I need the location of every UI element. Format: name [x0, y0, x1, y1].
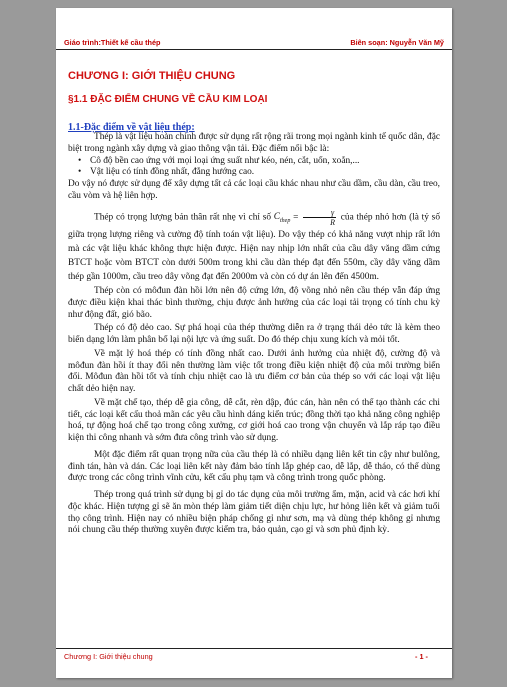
document-body — [68, 132, 440, 537]
subsection-title: 1.1-Đặc điểm về vật liệu thép: — [68, 122, 195, 133]
formula-denominator: R — [330, 217, 336, 227]
bullet-icon: • — [78, 167, 82, 178]
paragraph-connections: Một đặc điểm rất quan trọng nữa của cầu thép là có nhiều dạng liên kết tin cậy như bulông, đinh tán, hàn và dán. Các loại liên kết này đảm bảo tính lắp ghép cao, dễ lắp, dễ tháo, có thể dùng được trong các công trình vĩnh cửu, kết cấu phụ tạm và công trình trong quốc phòng. — [68, 449, 440, 484]
formula-equals: = — [290, 212, 302, 223]
bullet-item — [68, 156, 440, 168]
formula-subscript: thep — [280, 218, 291, 224]
page-header — [56, 35, 452, 50]
formula-c-thep — [274, 212, 291, 222]
bullet-icon: • — [78, 155, 82, 166]
bullet-text: Vật liệu có tính đồng nhất, đẳng hướng cao. — [90, 167, 255, 178]
paragraph-intro: Thép là vật liệu hoàn chỉnh được sử dụng rất rộng rãi trong mọi ngành kinh tế quốc dân, đặc biệt trong ngành xây dựng và giao thông vận tải. Đặc điểm nổi bậc là: — [68, 132, 440, 154]
paragraph-fabrication: Về mặt chế tạo, thép dễ gia công, dễ cắt, rèn dập, đúc cán, hàn nên có thể tạo thành các chi tiết, các loại kết cấu thoả mãn các yêu cầu hình dáng kiến trúc; đồng thời tạo khả năng công nghiệp hoá, tự động hoá chế tạo trong công xưởng, cơ giới hoá cao trong vận chuyển và lắp ráp tạo điều kiện thi công nhanh và sớm đưa công trình vào sử dụng. — [68, 397, 440, 443]
section-title: §1.1 ĐẶC ĐIỂM CHUNG VỀ CẦU KIM LOẠI — [68, 94, 268, 105]
footer-chapter: Chương I: Giới thiệu chung — [64, 652, 153, 661]
formula-fraction — [303, 208, 336, 227]
paragraph-physical: Về mặt lý hoá thép có tính đồng nhất cao. Dưới ảnh hưởng của nhiệt độ, cường độ và môđun đàn hồi ít thay đổi nên thường làm việc tốt trong điều kiện nhiệt độ của môi trường biến đổi. Môđun đàn hồi tốt và tính chịu nhiệt cao là ưu điểm cơ bản của thép so với các loại vật liệu chất dẻo hiện nay. — [68, 348, 440, 394]
paragraph-weight — [68, 208, 440, 285]
header-author: Biên soạn: Nguyễn Văn Mỹ — [350, 38, 444, 47]
paragraph-stiffness: Thép còn có môđun đàn hồi lớn nên độ cứng lớn, độ võng nhỏ nên cầu thép vẫn đáp ứng được điều kiện khai thác bình thường, chịu được ảnh hưởng của các loại tải trọng có tính chu kỳ như động đất, gió bão. — [68, 286, 440, 320]
page-footer — [56, 648, 452, 663]
paragraph-usage: Do vậy nó được sử dụng để xây dựng tất cả các loại cầu khác nhau như cầu dầm, cầu dàn, cầu treo, cầu vòm và hệ liên hợp. — [68, 179, 440, 201]
paragraph-weight-text-b: của thép nhỏ hơn (là tỷ số giữa trọng lượng riêng và cường độ tính toán vật liệu). Do vậy thép có khả năng vượt nhịp rất lớn mà các vật liệu khác không thực hiện được. Hiện nay nhịp lớn nhất của cầu dây văng dầm cứng BTCT hoặc vòm BTCT còn dưới 500m trong khi cầu dàn thép đạt đến 550m, cầy dây văng dầm thép gần 1000m, cầu treo dây võng đạt đến 2000m và còn có dự án lên đến 4500m. — [68, 212, 440, 282]
document-page — [56, 8, 452, 678]
paragraph-weight-text-a: Thép có trọng lượng bản thân rất nhẹ vì chỉ số — [94, 212, 272, 223]
paragraph-corrosion: Thép trong quá trình sử dụng bị gỉ do tác dụng của môi trường ẩm, mặn, acid và các hơi khí độc khác. Hiện tượng gỉ sẽ ăn mòn thép làm giảm tiết diện chịu lực, hư hỏng liên kết và giảm tuổi thọ công trình. Hiện nay có nhiều biện pháp chống gỉ như sơn, mạ và dùng thép không gỉ nhưng nói chung cầu thép thường xuyên được kiểm tra, bảo quản, cạo gỉ và sơn phủ định kỳ. — [68, 490, 440, 536]
paragraph-ductility: Thép có độ dẻo cao. Sự phá hoại của thép thường diễn ra ở trạng thái dẻo tức là kèm theo biến dạng lớn làm phân bố lại nội lực và ứng suất. Do đó thép chịu xung kích và mỏi tốt. — [68, 323, 440, 345]
formula-numerator: γ — [303, 208, 336, 218]
bullet-text: Cô độ bền cao ứng với mọi loại ứng suất như kéo, nén, cắt, uốn, xoắn,... — [90, 155, 360, 166]
chapter-title: CHƯƠNG I: GIỚI THIỆU CHUNG — [68, 70, 236, 82]
header-course-title: Giáo trình:Thiết kế cầu thép — [64, 38, 161, 47]
formula-c: C — [273, 212, 281, 223]
page-number: - 1 - — [415, 652, 428, 661]
bullet-item — [68, 167, 440, 179]
